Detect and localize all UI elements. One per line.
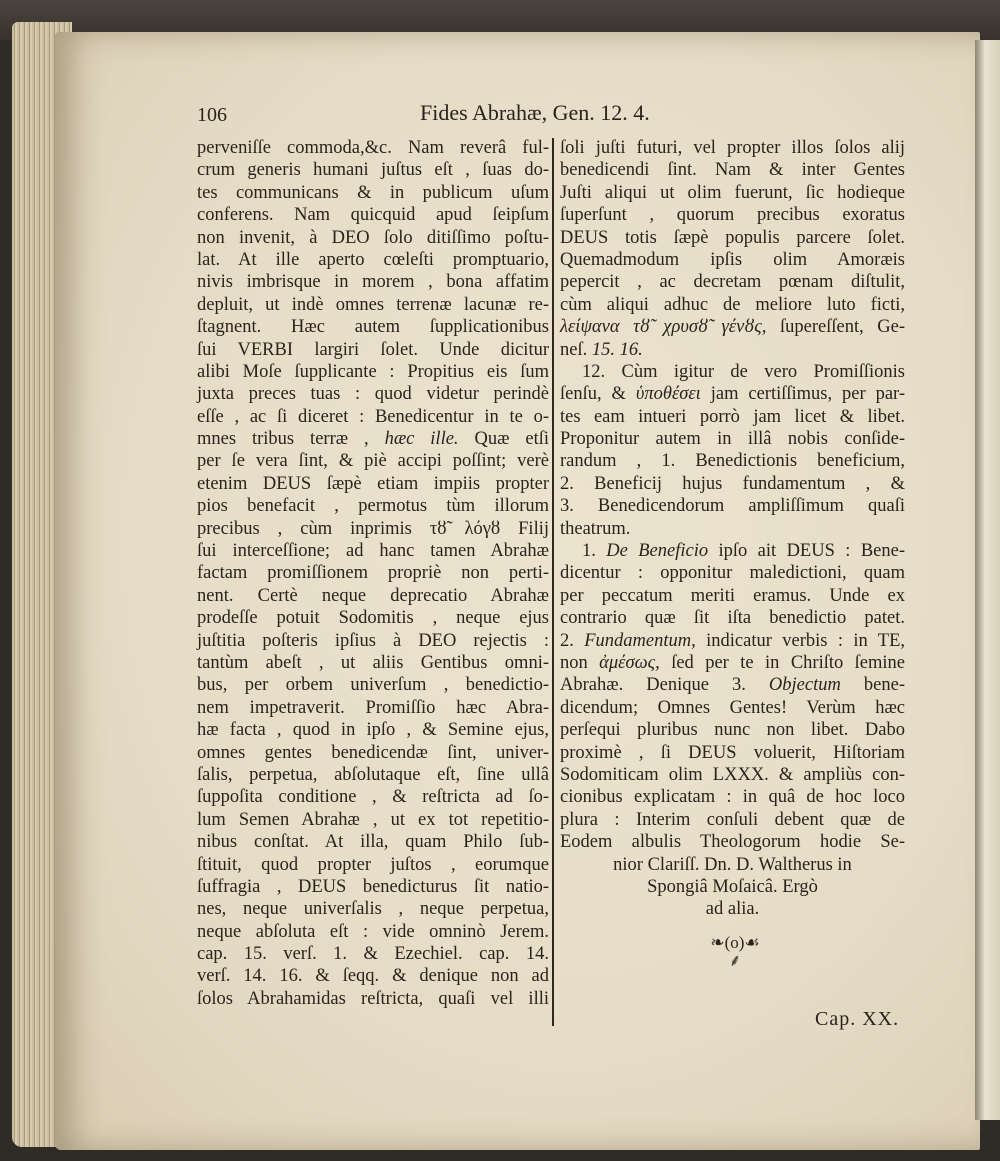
text-line: ſui interceſſione; ad hanc tamen Abrahæ bbox=[197, 541, 549, 562]
text-line: nivis imbrisque in morem , bona affatim bbox=[197, 272, 549, 293]
text-line: plura : Interim conſuli debent quæ de bbox=[560, 809, 905, 830]
facing-page-edge bbox=[975, 40, 1000, 1120]
text-line bbox=[560, 540, 905, 562]
text-line: Proponitur autem in illâ nobis conſide- bbox=[560, 429, 905, 450]
text-line: lat. At ille aperto cœleſti promptuario, bbox=[197, 249, 549, 270]
ornament-bottom: ⸙ bbox=[728, 951, 742, 970]
text-line bbox=[197, 428, 549, 450]
text-line bbox=[560, 674, 905, 696]
text-line: contrario quæ ſit iſta benedictio patet. bbox=[560, 608, 905, 629]
text-segment: non bbox=[560, 652, 600, 673]
italic-text: Objectum bbox=[768, 675, 841, 696]
italic-text: hæc ille. bbox=[384, 429, 459, 450]
text-segment: Quæ etſi bbox=[458, 429, 550, 450]
text-line: pios benefacit , permotus tùm illorum bbox=[197, 496, 549, 517]
text-line: pepercit , ac decretam pœnam diſtulit, bbox=[560, 272, 905, 293]
text-line: dicendum; Omnes Gentes! Verùm hæc bbox=[560, 697, 905, 718]
text-line: ſalis, perpetua, abſolutaque eſt, ſine ullâ bbox=[197, 764, 549, 785]
italic-text: λείψανα τȣ̃ χρυσȣ̃ γένȣς, bbox=[560, 317, 767, 338]
text-line: ſuffragia , DEUS benedicturus ſit natio- bbox=[197, 876, 549, 897]
text-line: ſuppoſita conditione , & reſtricta ad ſo- bbox=[197, 787, 549, 808]
text-line: ſtagnent. Hæc autem ſupplicationibus bbox=[197, 317, 549, 338]
text-line: prodeſſe potuit Sodomitis , neque ejus bbox=[197, 608, 549, 629]
text-line: nibus conſtat. At illa, quam Philo ſub- bbox=[197, 832, 549, 853]
text-line: etenim DEUS ſæpè etiam impiis propter bbox=[197, 473, 549, 494]
italic-text: ὑποθέσει bbox=[635, 384, 701, 405]
text-line: Eodem albulis Theologorum hodie Se- bbox=[560, 832, 905, 853]
italic-text: ἀμέσως, bbox=[599, 652, 660, 673]
text-segment: ipſo ait DEUS : Bene- bbox=[708, 541, 905, 562]
right-column bbox=[560, 137, 905, 921]
text-line: nent. Certè neque deprecatio Abrahæ bbox=[197, 585, 549, 606]
text-segment: jam certiſſimus, per par- bbox=[700, 384, 905, 405]
italic-text: De Beneficio bbox=[606, 541, 709, 562]
text-line: factam promiſſionem propriè non perti- bbox=[197, 563, 549, 584]
text-line: Spongiâ Moſaicâ. Ergò bbox=[647, 876, 818, 897]
left-column bbox=[197, 137, 549, 1010]
text-line: eſſe , ac ſi diceret : Benedicentur in te o- bbox=[197, 406, 549, 427]
text-segment: 1. bbox=[582, 541, 607, 562]
text-line: ſui VERBI largiri ſolet. Unde dicitur bbox=[197, 339, 549, 360]
text-line: per ſe vera ſint, & piè accipi poſſint; verè bbox=[197, 451, 549, 472]
text-line: 3. Benedicendorum ampliſſimum quaſi bbox=[560, 496, 905, 517]
text-line: tantùm abeſt , ut aliis Gentibus omni- bbox=[197, 652, 549, 673]
text-line: Juſti aliqui ut olim fuerunt, ſic hodieque bbox=[560, 182, 905, 203]
text-line: 2. Beneficij hujus fundamentum , & bbox=[560, 473, 905, 494]
text-line: per peccatum meriti eramus. Unde ex bbox=[560, 585, 905, 606]
text-line: cùm aliqui adhuc de meliore luto ficti, bbox=[560, 294, 905, 315]
text-line: ſtituit, quod propter juſtos , eorumque bbox=[197, 854, 549, 875]
text-line: nes, neque univerſalis , neque perpetua, bbox=[197, 899, 549, 920]
text-line: Sodomiticam olim LXXX. & ampliùs con- bbox=[560, 764, 905, 785]
text-line: perveniſſe commoda,&c. Nam reverâ ful- bbox=[197, 138, 549, 158]
text-line: tes communicans & in publicum uſum bbox=[197, 182, 549, 203]
text-line: dicentur : opponitur maledictioni, quam bbox=[560, 563, 905, 584]
text-line bbox=[560, 630, 905, 652]
text-segment: ſed per te in Chriſto ſemine bbox=[659, 652, 905, 673]
text-line: omnes gentes benedicendæ ſint, univer- bbox=[197, 742, 549, 763]
text-line: ſuperſunt , quorum precibus exoratus bbox=[560, 205, 905, 226]
ornament bbox=[690, 934, 780, 970]
text-line: ad alia. bbox=[705, 899, 760, 920]
text-line bbox=[560, 652, 905, 674]
text-line: ſoli juſti futuri, vel propter illos ſolos alij bbox=[560, 138, 905, 158]
column-divider bbox=[552, 138, 554, 1026]
text-line: verſ. 14. 16. & ſeqq. & denique non ad bbox=[197, 966, 549, 987]
text-line: proximè , ſi DEUS voluerit, Hiſtoriam bbox=[560, 742, 905, 763]
text-line: benedicendi ſint. Nam & inter Gentes bbox=[560, 160, 905, 181]
text-line bbox=[560, 316, 905, 338]
text-segment: indicatur verbis : in TE, bbox=[695, 630, 905, 651]
text-line: theatrum. bbox=[560, 518, 631, 539]
text-line: precibus , cùm inprimis τȣ̃ λόγȣ Filij bbox=[197, 518, 549, 539]
text-line: cap. 15. verſ. 1. & Ezechiel. cap. 14. bbox=[197, 944, 549, 965]
text-line: crum generis humani juſtus eſt , ſuas do- bbox=[197, 160, 549, 181]
text-line: juſtitia poſteris ipſius à DEO rejectis : bbox=[197, 630, 549, 651]
page-number: 106 bbox=[197, 104, 227, 126]
text-line bbox=[560, 383, 905, 405]
text-segment: 2. bbox=[560, 630, 585, 651]
text-line: bus, per orbem univerſum , benedictio- bbox=[197, 675, 549, 696]
text-line: hæ facta , quod in ipſo , & Semine ejus, bbox=[197, 720, 549, 741]
italic-text: Fundamentum, bbox=[584, 630, 696, 651]
text-line: 12. Cùm igitur de vero Promiſſionis bbox=[582, 361, 905, 382]
text-segment: ſenſu, & bbox=[560, 384, 636, 405]
text-line: non invenit, à DEO ſolo ditiſſimo poſtu- bbox=[197, 227, 549, 248]
text-line: nem impetraverit. Promiſſio hæc Abra- bbox=[197, 697, 549, 718]
text-line: juxta preces tuas : quod videtur perindè bbox=[197, 384, 549, 405]
italic-text: 15. 16. bbox=[591, 339, 643, 360]
text-line: randum , 1. Benedictionis beneficium, bbox=[560, 451, 905, 472]
text-line: ſolos Abrahamidas reſtricta, quaſi vel illi bbox=[197, 988, 549, 1009]
text-line: conferens. Nam quicquid apud ſeipſum bbox=[197, 205, 549, 226]
text-segment: Abrahæ. Denique 3. bbox=[560, 675, 769, 696]
ornament-top: ❧(o)☙ bbox=[710, 933, 760, 952]
text-line: DEUS totis ſæpè populis parcere ſolet. bbox=[560, 227, 905, 248]
text-line: cionibus explicatam : in quâ de hoc loco bbox=[560, 787, 905, 808]
text-line: Quemadmodum ipſis olim Amoræis bbox=[560, 249, 905, 270]
text-line: neque abſoluta eſt : vide omninò Jerem. bbox=[197, 921, 549, 942]
text-segment: mnes tribus terræ , bbox=[197, 429, 385, 450]
text-line: alibi Moſe ſupplicante : Propitius eis ſum bbox=[197, 361, 549, 382]
text-line: lum Semen Abrahæ , ut ex tot repetitio- bbox=[197, 809, 549, 830]
text-line bbox=[560, 339, 905, 361]
text-segment: neſ. bbox=[560, 339, 592, 360]
text-line: depluit, ut indè omnes terrenæ lacunæ re- bbox=[197, 294, 549, 315]
text-line: perſequi pluribus nunc non libet. Dabo bbox=[560, 720, 905, 741]
text-line: tes eam intueri porrò jam licet & libet. bbox=[560, 406, 905, 427]
running-title: Fides Abrahæ, Gen. 12. 4. bbox=[420, 100, 650, 125]
text-line: nior Clariſſ. Dn. D. Waltherus in bbox=[613, 854, 852, 875]
text-segment: ſupereſſent, Ge- bbox=[766, 317, 906, 338]
text-segment: bene- bbox=[840, 675, 905, 696]
catchword: Cap. XX. bbox=[815, 1008, 900, 1030]
